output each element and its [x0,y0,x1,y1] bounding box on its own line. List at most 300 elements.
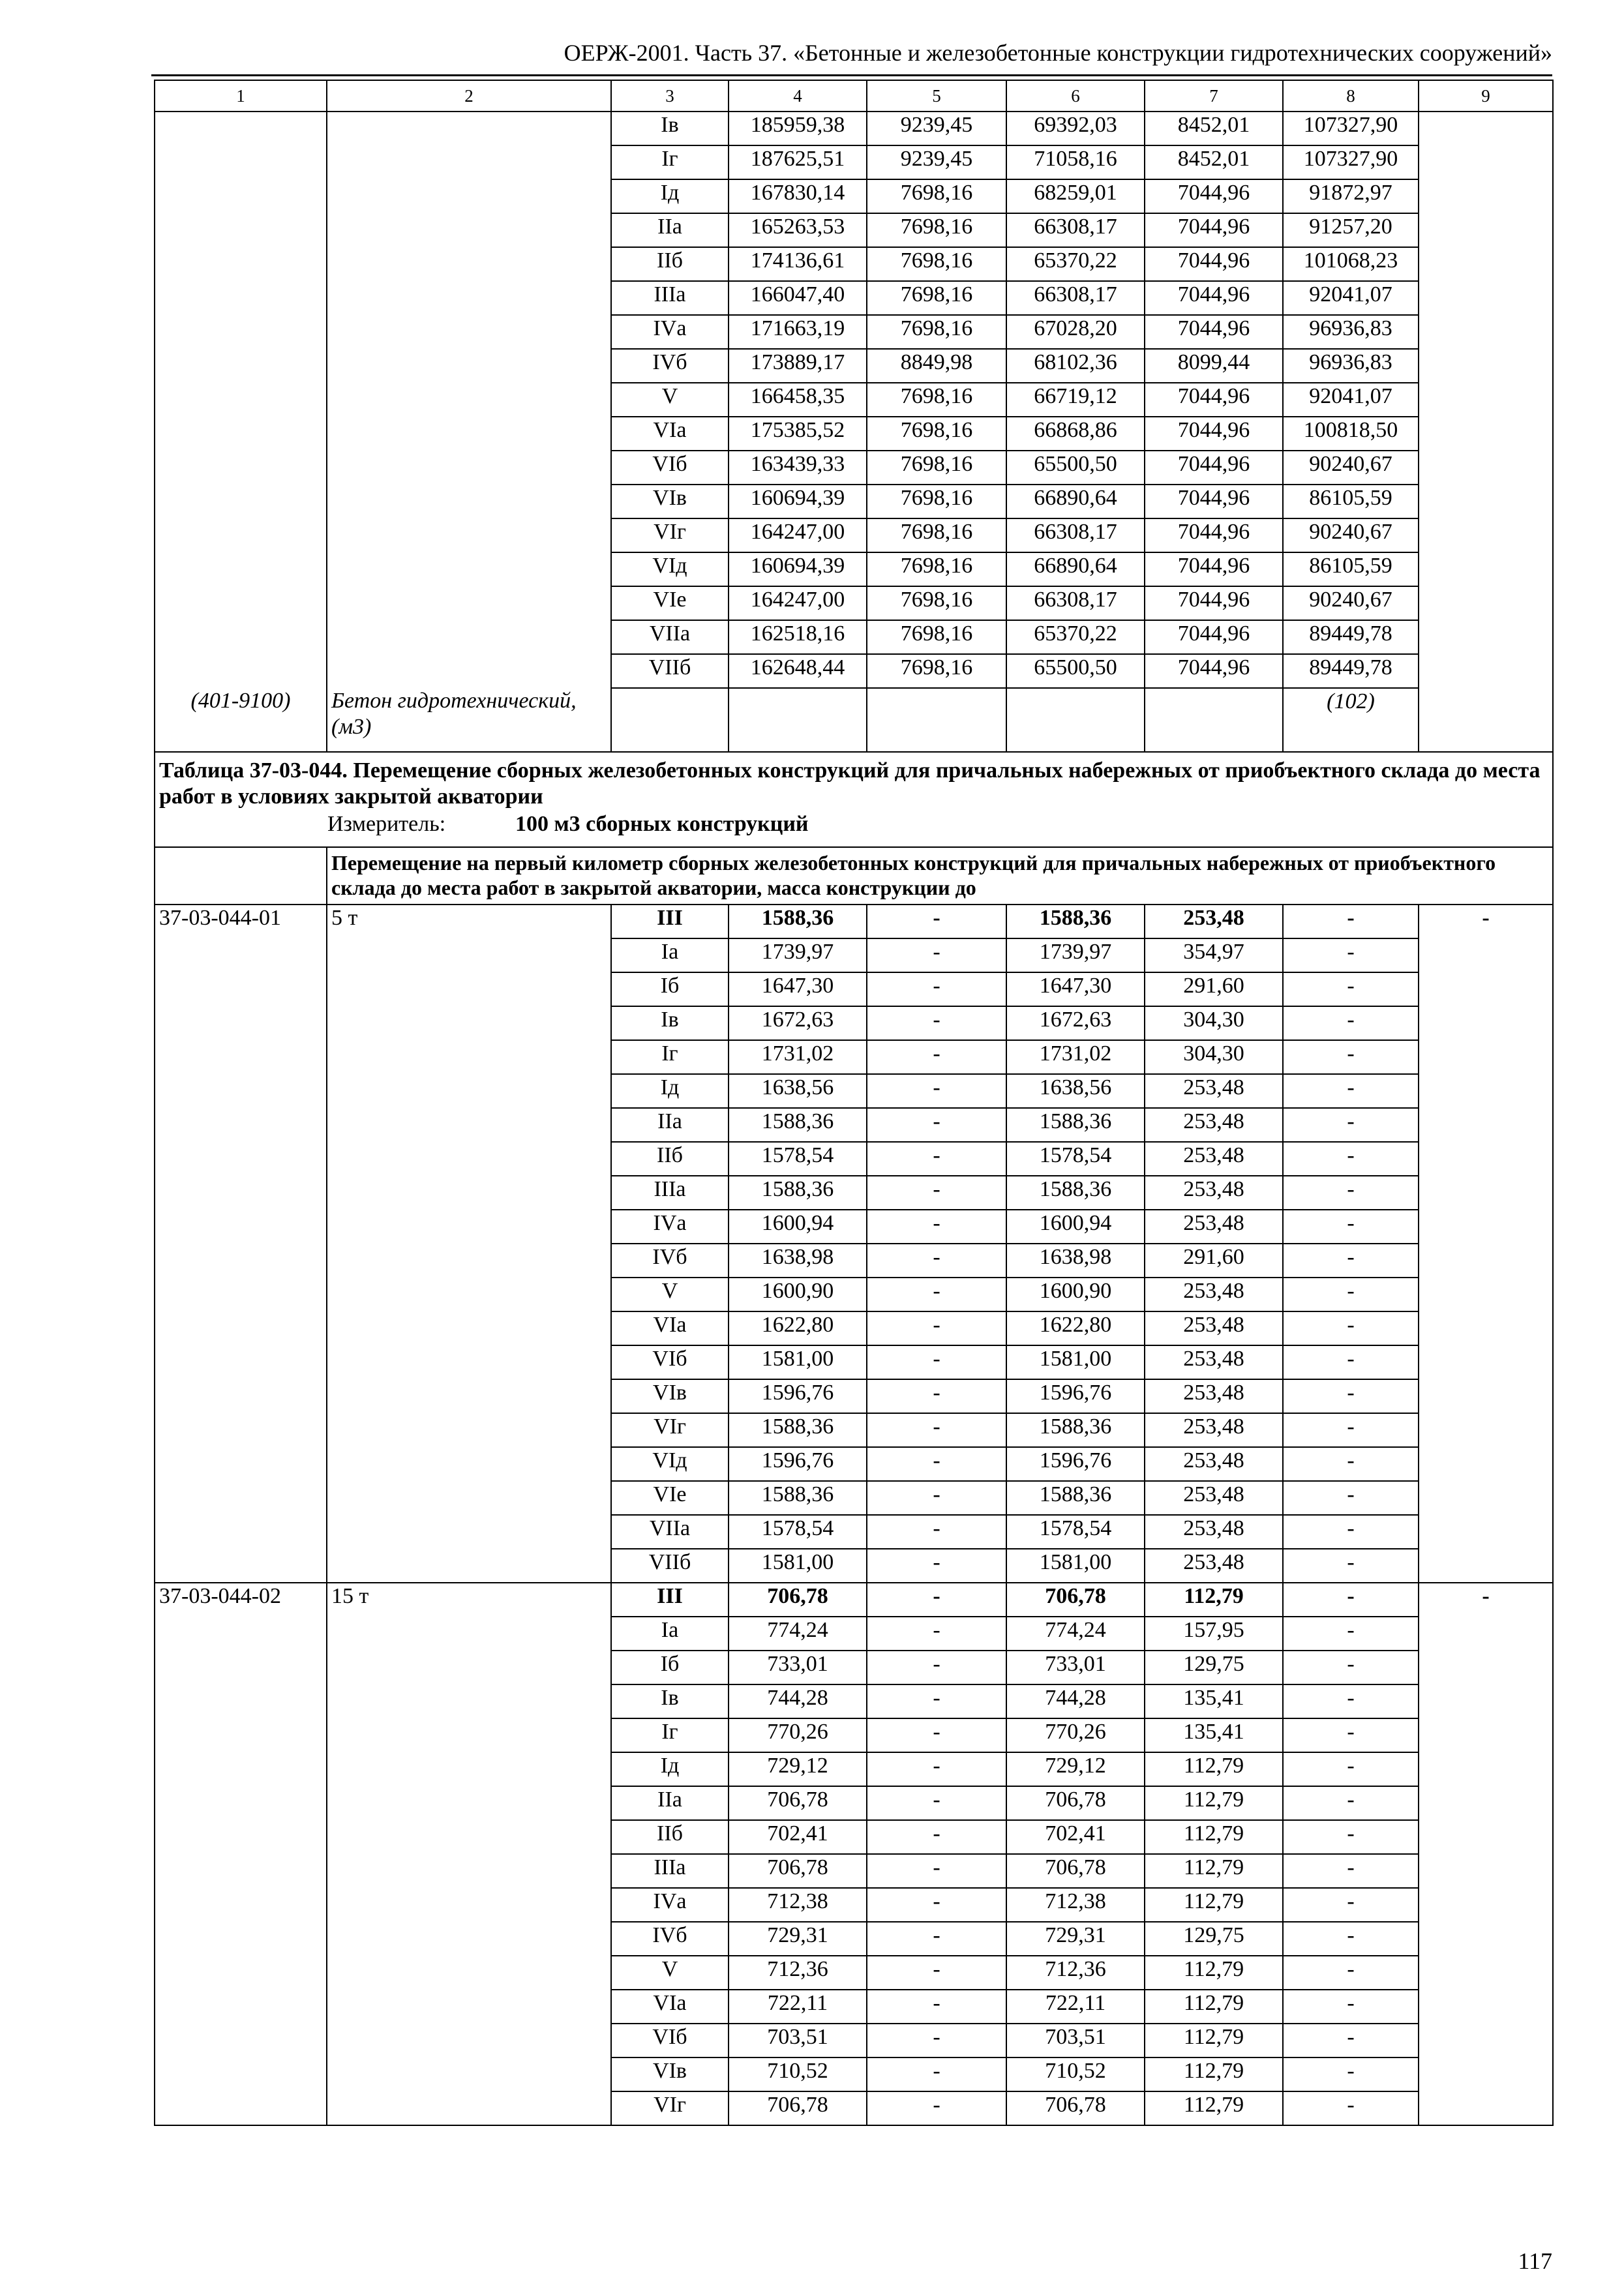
value-cell: 66308,17 [1006,518,1145,552]
value-cell: VIе [611,586,729,620]
value-cell: 96936,83 [1283,349,1419,383]
value-cell: 702,41 [729,1820,867,1854]
table-row [155,938,1553,972]
table-row [155,1481,1553,1515]
value-cell: 7044,96 [1145,552,1283,586]
value-cell: - [1419,1583,1553,1617]
name-cell [327,2024,611,2057]
value-cell: 744,28 [1006,1684,1145,1718]
value-cell [1419,1176,1553,1210]
code-cell [155,179,327,213]
value-cell: 185959,38 [729,112,867,145]
value-cell: - [867,905,1006,938]
value-cell: IIIа [611,1854,729,1888]
value-cell [1419,1040,1553,1074]
name-cell [327,451,611,485]
value-cell: 7044,96 [1145,213,1283,247]
value-cell: IIа [611,213,729,247]
table-row [155,145,1553,179]
value-cell: IVа [611,1210,729,1244]
value-cell: VIб [611,451,729,485]
value-cell [1419,1617,1553,1651]
value-cell: - [867,1006,1006,1040]
value-cell: V [611,1956,729,1990]
value-cell: 7044,96 [1145,247,1283,281]
value-cell: 7698,16 [867,281,1006,315]
value-cell [1419,1379,1553,1413]
rates-table-body [155,80,1553,2125]
value-cell: 112,79 [1145,1820,1283,1854]
value-cell: 774,24 [729,1617,867,1651]
value-cell: 68102,36 [1006,349,1145,383]
value-cell: - [1283,1515,1419,1549]
name-cell [327,1108,611,1142]
value-cell: - [867,1413,1006,1447]
name-cell [327,1820,611,1854]
code-cell [155,1481,327,1515]
value-cell: 706,78 [1006,1854,1145,1888]
value-cell [1145,688,1283,752]
value-cell: Iд [611,1074,729,1108]
value-cell [1419,1006,1553,1040]
value-cell: 1638,98 [1006,1244,1145,1278]
code-cell [155,1413,327,1447]
value-cell: Iб [611,972,729,1006]
value-cell: - [1283,1006,1419,1040]
value-cell: 304,30 [1145,1006,1283,1040]
value-cell: 112,79 [1145,1888,1283,1922]
value-cell: - [867,1176,1006,1210]
value-cell: 1672,63 [729,1006,867,1040]
value-cell [1419,451,1553,485]
measure-cell [155,811,1553,847]
table-row [155,1210,1553,1244]
code-cell [155,1040,327,1074]
code-cell [155,247,327,281]
value-cell: Iг [611,1718,729,1752]
value-cell: 253,48 [1145,1074,1283,1108]
value-cell: 1600,94 [1006,1210,1145,1244]
table-row [155,383,1553,417]
value-cell: 729,12 [729,1752,867,1786]
value-cell: 706,78 [1006,1583,1145,1617]
value-cell: 1596,76 [729,1447,867,1481]
table-row [155,1176,1553,1210]
value-cell [1419,654,1553,688]
value-cell: 1581,00 [729,1345,867,1379]
material-value: (102) [1283,688,1419,752]
value-cell: Iд [611,179,729,213]
code-cell [155,586,327,620]
value-cell: 90240,67 [1283,451,1419,485]
value-cell: VIа [611,1311,729,1345]
value-cell: VIIб [611,1549,729,1583]
value-cell: - [867,1345,1006,1379]
value-cell: 112,79 [1145,1990,1283,2024]
value-cell: VIв [611,485,729,518]
value-cell: 706,78 [729,1786,867,1820]
value-cell: IVб [611,1922,729,1956]
value-cell: 91872,97 [1283,179,1419,213]
value-cell: 7044,96 [1145,518,1283,552]
code-cell [155,1922,327,1956]
table-row [155,1718,1553,1752]
value-cell: VIе [611,1481,729,1515]
value-cell: - [867,1278,1006,1311]
value-cell [1419,112,1553,145]
value-cell: 65370,22 [1006,620,1145,654]
value-cell: - [1283,1583,1419,1617]
name-cell [327,485,611,518]
table-row [155,1854,1553,1888]
value-cell: 1581,00 [1006,1549,1145,1583]
value-cell: IIIа [611,1176,729,1210]
name-cell [327,1888,611,1922]
value-cell [1419,2091,1553,2125]
value-cell: 8452,01 [1145,145,1283,179]
code-cell [155,1515,327,1549]
value-cell [1419,1481,1553,1515]
value-cell: 253,48 [1145,905,1283,938]
value-cell: - [1283,1074,1419,1108]
value-cell: 291,60 [1145,1244,1283,1278]
value-cell: - [1283,972,1419,1006]
value-cell: 1588,36 [1006,1481,1145,1515]
code-cell [155,281,327,315]
value-cell: 354,97 [1145,938,1283,972]
subheading-row [155,847,1553,905]
value-cell: 702,41 [1006,1820,1145,1854]
value-cell: 1647,30 [1006,972,1145,1006]
value-cell: Iд [611,1752,729,1786]
value-cell [1419,1549,1553,1583]
value-cell: 69392,03 [1006,112,1145,145]
name-cell [327,417,611,451]
value-cell: VIIа [611,620,729,654]
value-cell: - [867,1820,1006,1854]
table-row [155,1956,1553,1990]
table-row [155,1074,1553,1108]
column-number: 6 [1006,80,1145,112]
value-cell: 173889,17 [729,349,867,383]
value-cell: 253,48 [1145,1413,1283,1447]
value-cell: 163439,33 [729,451,867,485]
value-cell [1419,145,1553,179]
value-cell: - [1283,1379,1419,1413]
measure-label: Измеритель: [327,812,446,836]
value-cell: 7698,16 [867,315,1006,349]
value-cell: 774,24 [1006,1617,1145,1651]
value-cell: 89449,78 [1283,654,1419,688]
value-cell: - [867,1074,1006,1108]
value-cell: Iб [611,1651,729,1684]
value-cell: 253,48 [1145,1515,1283,1549]
value-cell [1419,213,1553,247]
name-cell [327,179,611,213]
value-cell: - [1283,2024,1419,2057]
value-cell: 1739,97 [729,938,867,972]
value-cell [729,688,867,752]
code-cell [155,1142,327,1176]
code-cell [155,1549,327,1583]
value-cell [1419,1718,1553,1752]
name-cell [327,383,611,417]
value-cell: 175385,52 [729,417,867,451]
value-cell: 1622,80 [1006,1311,1145,1345]
value-cell [1419,247,1553,281]
value-cell: 7044,96 [1145,417,1283,451]
value-cell: 706,78 [729,1854,867,1888]
value-cell: Iг [611,1040,729,1074]
code-cell [155,518,327,552]
value-cell: - [867,1990,1006,2024]
table-row [155,1108,1553,1142]
code-cell [155,938,327,972]
table-row [155,1040,1553,1074]
code-cell [155,1990,327,2024]
value-cell: 162518,16 [729,620,867,654]
value-cell: 90240,67 [1283,518,1419,552]
value-cell: IVб [611,1244,729,1278]
value-cell: 7044,96 [1145,485,1283,518]
value-cell: - [1283,1413,1419,1447]
value-cell [1419,1413,1553,1447]
value-cell: - [867,1752,1006,1786]
value-cell: IVб [611,349,729,383]
value-cell [1419,281,1553,315]
value-cell [1419,1990,1553,2024]
code-cell [155,417,327,451]
code-cell [155,112,327,145]
value-cell: 89449,78 [1283,620,1419,654]
value-cell: 86105,59 [1283,485,1419,518]
value-cell: - [1419,905,1553,938]
name-cell [327,145,611,179]
value-cell: - [867,1786,1006,1820]
code-cell [155,485,327,518]
rate-code: 37-03-044-02 [155,1583,327,1617]
name-cell [327,2091,611,2125]
value-cell: III [611,1583,729,1617]
name-cell [327,1345,611,1379]
value-cell: - [1283,1210,1419,1244]
name-cell [327,281,611,315]
name-cell [327,1990,611,2024]
value-cell: 1581,00 [729,1549,867,1583]
value-cell: 253,48 [1145,1176,1283,1210]
value-cell: 160694,39 [729,485,867,518]
value-cell: 1588,36 [729,1481,867,1515]
value-cell: 1588,36 [729,1108,867,1142]
value-cell [1006,688,1145,752]
value-cell: - [867,1617,1006,1651]
table-row [155,179,1553,213]
value-cell [1419,417,1553,451]
value-cell: 164247,00 [729,586,867,620]
value-cell: - [867,1888,1006,1922]
value-cell: 7698,16 [867,485,1006,518]
value-cell: 7698,16 [867,586,1006,620]
name-cell [327,938,611,972]
table-row [155,281,1553,315]
value-cell: 291,60 [1145,972,1283,1006]
value-cell: 722,11 [1006,1990,1145,2024]
name-cell [327,1956,611,1990]
value-cell: Iг [611,145,729,179]
name-cell [327,112,611,145]
value-cell: Iа [611,1617,729,1651]
value-cell: 7044,96 [1145,179,1283,213]
subheading-spacer [155,847,327,905]
value-cell: - [867,1447,1006,1481]
value-cell: 253,48 [1145,1108,1283,1142]
table-row [155,112,1553,145]
value-cell: 7044,96 [1145,281,1283,315]
code-cell [155,552,327,586]
table-row [155,1820,1553,1854]
value-cell: 706,78 [1006,2091,1145,2125]
code-cell [155,315,327,349]
column-number: 8 [1283,80,1419,112]
rates-table [154,80,1554,2126]
name-cell [327,2057,611,2091]
value-cell: 112,79 [1145,2091,1283,2125]
value-cell [611,688,729,752]
code-cell [155,1074,327,1108]
table-row [155,1447,1553,1481]
value-cell [1419,1888,1553,1922]
value-cell: 160694,39 [729,552,867,586]
column-number: 7 [1145,80,1283,112]
value-cell: 1600,90 [729,1278,867,1311]
table-row [155,905,1553,938]
material-code: (401-9100) [155,688,327,752]
value-cell: 92041,07 [1283,281,1419,315]
value-cell [1419,485,1553,518]
value-cell: VIд [611,1447,729,1481]
value-cell: 187625,51 [729,145,867,179]
value-cell: - [1283,1311,1419,1345]
value-cell: 1638,56 [729,1074,867,1108]
name-cell [327,1074,611,1108]
table-row [155,349,1553,383]
table-row [155,2057,1553,2091]
value-cell [1419,383,1553,417]
value-cell: 1622,80 [729,1311,867,1345]
code-cell [155,1888,327,1922]
value-cell: 7044,96 [1145,586,1283,620]
code-cell [155,1311,327,1345]
value-cell: 706,78 [729,1583,867,1617]
value-cell: 112,79 [1145,1786,1283,1820]
value-cell: 8099,44 [1145,349,1283,383]
value-cell: VIг [611,1413,729,1447]
table-row [155,1244,1553,1278]
value-cell [1419,1786,1553,1820]
value-cell: - [867,938,1006,972]
table-row [155,1006,1553,1040]
code-cell [155,1447,327,1481]
measure-row [155,811,1553,847]
value-cell [1419,1142,1553,1176]
value-cell: - [1283,1820,1419,1854]
table-row [155,1752,1553,1786]
code-cell [155,1176,327,1210]
value-cell: - [1283,2091,1419,2125]
value-cell: 744,28 [729,1684,867,1718]
value-cell [867,688,1006,752]
value-cell: 253,48 [1145,1142,1283,1176]
value-cell [1419,1244,1553,1278]
code-cell [155,1278,327,1311]
value-cell: 7044,96 [1145,383,1283,417]
value-cell: - [1283,1684,1419,1718]
value-cell [1419,688,1553,752]
page-number: 117 [1518,2248,1552,2274]
value-cell: 68259,01 [1006,179,1145,213]
value-cell: 733,01 [729,1651,867,1684]
value-cell: VIа [611,1990,729,2024]
value-cell: 1578,54 [1006,1515,1145,1549]
value-cell: IVа [611,1888,729,1922]
name-cell [327,1481,611,1515]
code-cell [155,1786,327,1820]
value-cell [1419,552,1553,586]
table-row [155,518,1553,552]
value-cell: 703,51 [729,2024,867,2057]
value-cell: 107327,90 [1283,145,1419,179]
value-cell: - [867,1583,1006,1617]
value-cell: 7698,16 [867,383,1006,417]
name-cell [327,1786,611,1820]
value-cell: 1672,63 [1006,1006,1145,1040]
value-cell: 7698,16 [867,518,1006,552]
value-cell: 112,79 [1145,1752,1283,1786]
code-cell [155,1108,327,1142]
page-header-text: ОЕРЖ-2001. Часть 37. «Бетонные и железобетонные конструкции гидротехнических сооружений» [564,40,1552,66]
name-cell [327,1752,611,1786]
value-cell [1419,1684,1553,1718]
table-row [155,1922,1553,1956]
code-cell [155,1379,327,1413]
value-cell: 66890,64 [1006,552,1145,586]
value-cell: 253,48 [1145,1311,1283,1345]
value-cell: 729,12 [1006,1752,1145,1786]
value-cell: - [867,1040,1006,1074]
value-cell: 1638,56 [1006,1074,1145,1108]
value-cell: 1588,36 [1006,1176,1145,1210]
value-cell: - [867,972,1006,1006]
value-cell: - [867,2057,1006,2091]
value-cell: - [1283,1617,1419,1651]
column-number: 9 [1419,80,1553,112]
value-cell: 66308,17 [1006,281,1145,315]
name-cell [327,518,611,552]
value-cell: - [1283,1142,1419,1176]
value-cell: - [867,1379,1006,1413]
name-cell [327,1617,611,1651]
table-row [155,1786,1553,1820]
rate-code: 37-03-044-01 [155,905,327,938]
value-cell: 253,48 [1145,1379,1283,1413]
value-cell: - [1283,1956,1419,1990]
value-cell: - [1283,1651,1419,1684]
table-title-row [155,752,1553,811]
code-cell [155,1345,327,1379]
value-cell: 1578,54 [729,1515,867,1549]
value-cell: 65500,50 [1006,654,1145,688]
value-cell [1419,1854,1553,1888]
